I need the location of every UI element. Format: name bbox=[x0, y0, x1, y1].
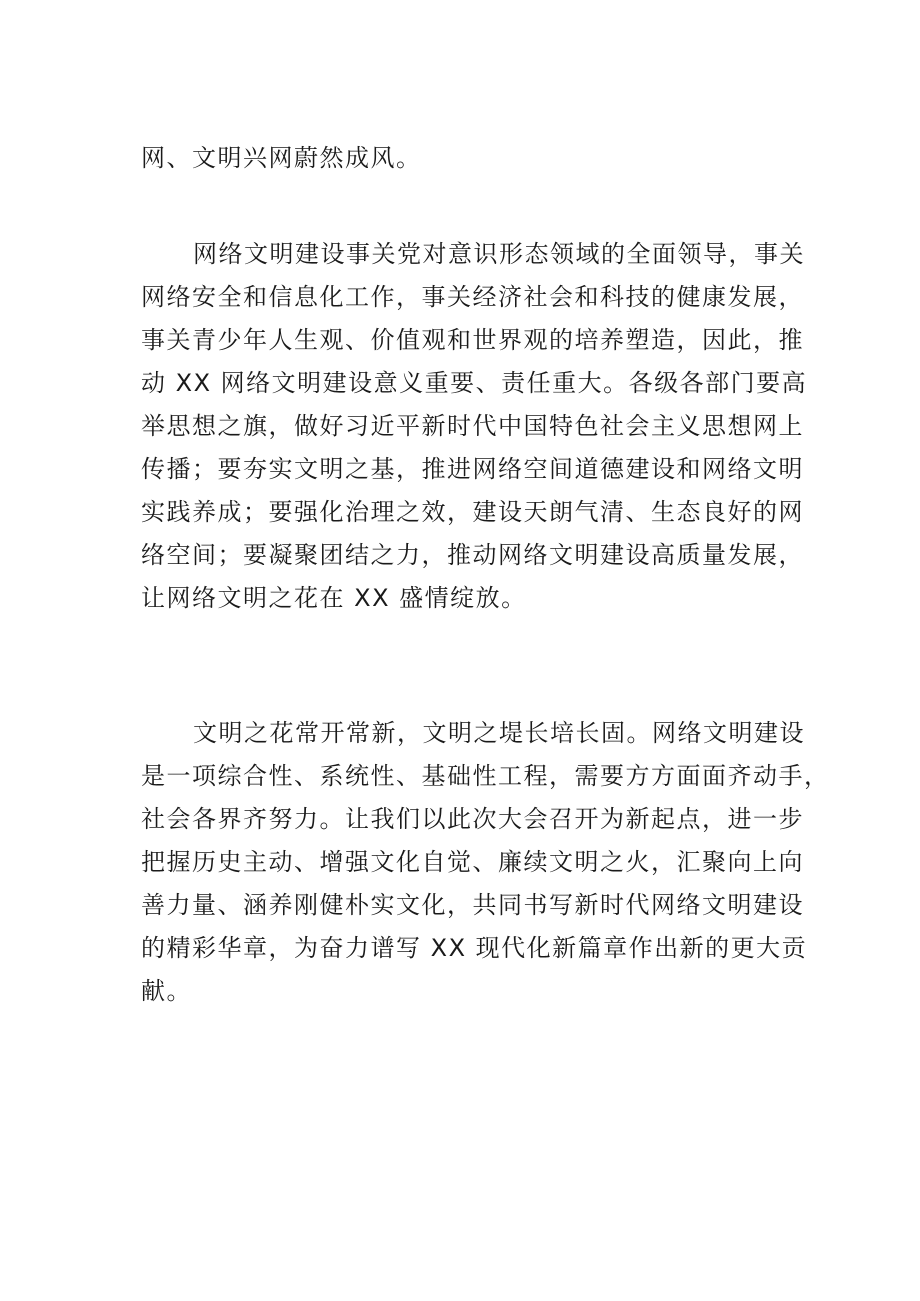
text-line: 的精彩华章，为奋力谱写 XX 现代化新篇章作出新的更大贡 bbox=[141, 934, 808, 962]
text-line: 动 XX 网络文明建设意义重要、责任重大。各级各部门要高 bbox=[141, 369, 808, 397]
text-line: 传播；要夯实文明之基，推进网络空间道德建设和网络文明 bbox=[141, 455, 804, 483]
text-line: 让网络文明之花在 XX 盛情绽放。 bbox=[141, 584, 527, 612]
text-line: 社会各界齐努力。让我们以此次大会召开为新起点，进一步 bbox=[141, 805, 804, 833]
text-line: 络空间；要凝聚团结之力，推动网络文明建设高质量发展， bbox=[141, 541, 804, 569]
text-line: 网络安全和信息化工作，事关经济社会和科技的健康发展， bbox=[141, 283, 804, 311]
text-line: 献。 bbox=[141, 977, 192, 1005]
text-line: 网、文明兴网蔚然成风。 bbox=[141, 144, 422, 172]
text-line: 举思想之旗，做好习近平新时代中国特色社会主义思想网上 bbox=[141, 412, 804, 440]
text-line: 是一项综合性、系统性、基础性工程，需要方方面面齐动手， bbox=[141, 762, 830, 790]
text-line: 网络文明建设事关党对意识形态领域的全面领导，事关 bbox=[193, 240, 805, 268]
text-line: 文明之花常开常新，文明之堤长培长固。网络文明建设 bbox=[193, 719, 805, 747]
text-line: 实践养成；要强化治理之效，建设天朗气清、生态良好的网 bbox=[141, 498, 804, 526]
text-line: 善力量、涵养刚健朴实文化，共同书写新时代网络文明建设 bbox=[141, 891, 804, 919]
text-line: 把握历史主动、增强文化自觉、廉续文明之火，汇聚向上向 bbox=[141, 848, 804, 876]
text-line: 事关青少年人生观、价值观和世界观的培养塑造，因此，推 bbox=[141, 326, 804, 354]
